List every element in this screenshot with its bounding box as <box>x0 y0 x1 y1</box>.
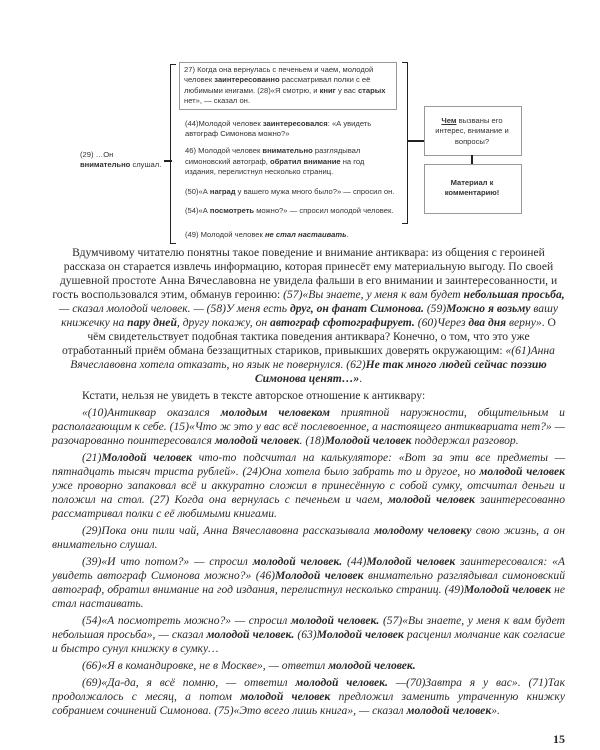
text-segment: предложил заменить утраченную книжку собранием сочинений Симонова. (75)«Это всего лишь книга», — сказал <box>52 690 565 717</box>
text-segment: Материал к комментарию! <box>444 178 500 198</box>
text-segment: Молодой человек <box>366 555 456 568</box>
text-segment: : «А увидеть автограф Симонова можно?» <box>185 118 372 139</box>
text-segment: можно?» — спросил молодой человек. <box>254 206 394 216</box>
text-segment: заинтересовался: «А увидеть автограф Симонова можно?» (46) <box>52 555 566 582</box>
paragraph <box>52 659 565 673</box>
question-text <box>428 116 516 147</box>
text-segment: заинтересованно рассматривал полки с её любимыми книгами. <box>52 493 565 520</box>
text-segment: не стал настаивать <box>264 230 347 240</box>
text-segment: «(61)Анна Вячеславовна хотела отказать, но язык не повернулся. (62) <box>70 344 555 371</box>
bracket-tick <box>164 160 172 162</box>
text-segment: внимательно <box>262 146 313 156</box>
paragraph <box>52 614 565 656</box>
text-segment: молодой человек <box>479 465 565 478</box>
text-segment: молодой человек <box>406 704 492 717</box>
text-segment: 27) Когда она вернулась с печеньем и чаем, молодой человек <box>184 65 374 85</box>
text-segment: (29)Пока они пили чай, Анна Вячеславовна рассказывала <box>82 524 375 537</box>
text-segment: на год издания, перелистнул несколько страниц. <box>185 156 365 177</box>
text-segment: вашу книжечку на <box>61 302 558 329</box>
text-segment: расценил молчание как согласие и быстро сунул книжку в сумку… <box>52 628 565 655</box>
text-segment: Молодой человек <box>316 628 404 641</box>
diagram-items <box>179 62 397 241</box>
paragraph <box>52 389 565 403</box>
arrow-down <box>471 155 473 164</box>
text-segment: молодой человек. <box>206 628 295 641</box>
text-segment: приятной наружности, общительным и располагающим к себе. (15)«Что ж это у вас всё послевоенное, а настоящего антиквариата нет?» — разочарованно поинтересовался <box>52 406 565 447</box>
text-segment: молодой человек <box>214 434 300 447</box>
text-segment: . <box>359 372 363 385</box>
text-segment: разглядывал симоновский автограф, <box>185 146 361 166</box>
text-segment: (57)«Вы знаете, у меня к вам будет небольшая просьба», — сказал <box>52 614 565 641</box>
text-segment: (44)Молодой человек <box>185 118 263 128</box>
text-segment: молодой человек <box>387 493 475 506</box>
text-segment: у вашего мужа много было?» — спросил он. <box>235 186 395 196</box>
left-note <box>80 150 162 171</box>
diagram-item <box>185 146 397 177</box>
text-segment: наград <box>209 186 236 196</box>
right-bracket <box>402 62 408 224</box>
text-segment: (50)«А <box>185 186 210 196</box>
text-segment: (66)«Я в командировке, не в Москве», — ответил <box>82 659 329 672</box>
text-segment: (60)Через <box>414 316 469 329</box>
text-segment: молодой человек. <box>328 659 416 672</box>
text-segment: . (18) <box>299 434 325 447</box>
text-segment: что-то подсчитал на калькуляторе: «Вот за эти все предметы — пятнадцать тысяч триста рублей». (24)Она хотела было забрать то и другое, но <box>52 451 566 478</box>
text-segment: Молодой человек <box>275 569 364 582</box>
bracket-connector <box>407 140 424 142</box>
text-segment: вызваны его интерес, внимание и вопросы? <box>435 116 509 146</box>
text-segment: «(10)Антиквар оказался <box>82 406 221 419</box>
text-segment: молодому человеку <box>374 524 472 537</box>
text-segment: внимательно разглядывал симоновский автограф, обратил внимание на год издания, перелистнул несколько страниц. (49) <box>52 569 566 596</box>
material-text <box>428 178 516 199</box>
text-segment: молодым человеком <box>220 406 330 419</box>
text-segment: (54)«А <box>185 206 210 216</box>
text-segment: у вас <box>335 85 358 95</box>
text-segment: пару дней <box>127 316 177 329</box>
text-segment: . <box>346 230 349 240</box>
paragraph <box>52 406 565 448</box>
text-segment: (44) <box>342 555 367 568</box>
text-segment: Вдумчивому читателю понятны такое поведение и внимание антиквара: из общения с героиней рассказа он старается извлечь информацию, которая принесёт ему материальную выгоду. По своей душевной простоте Анна Вячеславовна не увидела фальши в его внимании и заинтересованности, и гость воспользовался этим, обманув героиню: <box>52 246 558 301</box>
text-segment: поддержал разговор. <box>411 434 519 447</box>
paragraph <box>52 555 565 611</box>
text-segment: небольшая просьба, <box>463 288 565 301</box>
text-segment: (69)«Да-да, я всё помню, — ответил <box>82 676 296 689</box>
text-segment: молодой человек <box>240 690 331 703</box>
paragraph <box>52 451 565 521</box>
paragraph <box>52 524 565 552</box>
body-text <box>52 246 565 746</box>
text-segment: свою жизнь, а он внимательно слушал. <box>52 524 565 551</box>
text-segment: Кстати, нельзя не увидеть в тексте авторское отношение к антиквару: <box>82 389 426 402</box>
text-segment: старых <box>357 85 386 95</box>
diagram-item <box>185 119 397 140</box>
text-segment: (57)«Вы знаете, у меня к вам будет <box>283 288 464 301</box>
text-segment: Молодой человек <box>324 434 412 447</box>
text-segment: уже проворно запаковал всё и аккуратно сложил в принесённую с собой сумку, отсчитал деньги и положил на стол. (27) Когда она вернулась с печеньем и чаем, <box>52 479 565 506</box>
text-segment: Можно я возьму <box>446 302 531 315</box>
text-segment: ». <box>491 704 500 717</box>
text-segment: молодой человек. <box>295 676 388 689</box>
text-segment: рассматривал полки с её любимыми книгами. (28)«Я смотрю, и <box>184 75 371 95</box>
text-segment: (39)«И что потом?» — спросил <box>82 555 253 568</box>
text-segment: автограф сфотографирует. <box>270 316 415 329</box>
text-segment: Чем <box>441 116 457 125</box>
text-segment: не стал настаивать. <box>52 583 565 610</box>
text-segment: (63) <box>294 628 317 641</box>
text-segment: (54)«А посмотреть можно?» — спросил <box>82 614 291 627</box>
diagram-item <box>179 62 397 110</box>
text-segment: 46) Молодой человек <box>185 146 263 156</box>
left-bracket <box>170 64 176 244</box>
text-segment: верну» <box>506 316 542 329</box>
text-segment: (29) …Он <box>80 150 114 159</box>
text-segment: слушал. <box>130 160 162 170</box>
text-segment: заинтересовался <box>262 118 328 128</box>
text-segment: Молодой человек <box>463 583 551 596</box>
text-segment: молодой человек. <box>252 555 343 568</box>
text-segment: (21) <box>82 451 102 464</box>
paragraph <box>52 246 565 386</box>
text-segment: Не так много людей сейчас поэзию Симонова ценят…» <box>254 358 547 385</box>
text-segment: книг <box>319 85 336 95</box>
text-segment: внимательно <box>80 160 131 170</box>
text-segment: обратил внимание <box>269 156 341 166</box>
text-segment: Молодой человек <box>101 451 193 464</box>
text-segment: . О чём свидетельствует подобная тактика поведения антиквара? Конечно, о том, что это уже отработанный приём обмана беззащитных стариков, привыкших доверять окружающим: <box>62 316 556 357</box>
text-segment: , другу покажу, он <box>176 316 271 329</box>
text-segment: два дня <box>468 316 507 329</box>
diagram-item <box>185 206 397 216</box>
text-segment: заинтересованно <box>214 75 280 85</box>
diagram-item <box>185 187 397 197</box>
diagram-item <box>185 230 397 240</box>
text-segment: друг, он фанат Симонова. <box>289 302 424 315</box>
text-segment: (49) Молодой человек <box>185 230 265 240</box>
text-segment: —(70)Завтра я у вас». (71)Так продолжалось с месяц, а потом <box>52 676 566 703</box>
text-segment: посмотреть <box>209 206 255 216</box>
text-segment: (59) <box>423 302 447 315</box>
text-segment: нет», — сказал он. <box>184 96 250 106</box>
text-segment: — сказал молодой человек. — (58)У меня есть <box>59 302 290 315</box>
page-number: 15 <box>553 732 565 746</box>
paragraph <box>52 676 565 718</box>
text-segment: молодой человек. <box>290 614 380 627</box>
